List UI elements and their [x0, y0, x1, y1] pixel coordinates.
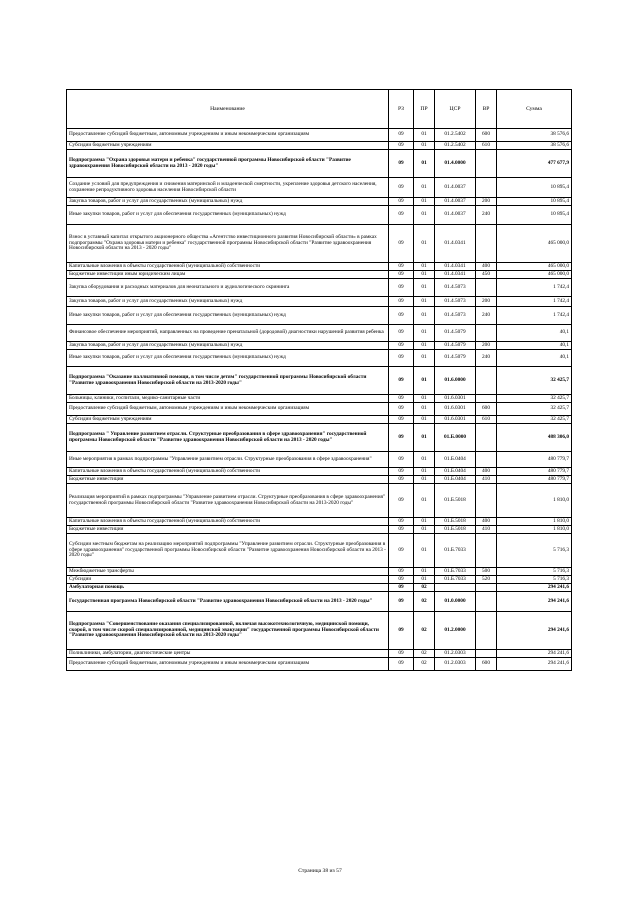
table-row [67, 416, 572, 424]
cell-pr: 01 [414, 468, 435, 476]
cell-csr: 01.Б.0000 [435, 424, 476, 452]
cell-vr [476, 395, 497, 403]
cell-csr [435, 584, 476, 592]
cell-name: Подпрограмма "Совершенствование оказания специализированной, включая высокотехнологичную, медицинской помощи, скорой, в том числе скорой специализированной, медицинской эвакуации" государственной программы Новосибирской области "Развитие здравоохранения Новосибирской области на 2013-2020 годы" [67, 612, 389, 650]
cell-name: Предоставление субсидий бюджетным, автономным учреждениям и иным некоммерческим организациям [67, 403, 389, 416]
cell-sum: 10 895,4 [497, 198, 572, 206]
cell-pr: 01 [414, 395, 435, 403]
cell-pr: 01 [414, 307, 435, 325]
cell-rz: 09 [389, 534, 414, 568]
table-row [67, 576, 572, 584]
cell-csr: 01.2.0303 [435, 658, 476, 671]
cell-pr: 01 [414, 178, 435, 198]
cell-name: Подпрограмма " Управление развитием отрасли. Структурные преобразования в сфере здравоохранения" государственной программы Новосибирской области "Развитие здравоохранения Новосибирской области на 2013 - 2020 годы" [67, 424, 389, 452]
table-row [67, 198, 572, 206]
table-row [67, 658, 572, 671]
cell-sum: 10 895,4 [497, 178, 572, 198]
cell-sum: 38 576,6 [497, 142, 572, 150]
cell-rz: 09 [389, 452, 414, 468]
table-body [67, 129, 572, 671]
cell-vr [476, 178, 497, 198]
cell-vr [476, 584, 497, 592]
cell-name: Бюджетные инвестиции иным юридическим лицам [67, 271, 389, 279]
cell-sum: 40,1 [497, 350, 572, 367]
cell-csr: 01.4.0341 [435, 263, 476, 271]
cell-csr: 01.Б.5018 [435, 526, 476, 534]
cell-pr: 01 [414, 271, 435, 279]
cell-vr [476, 612, 497, 650]
cell-csr: 01.2.0303 [435, 650, 476, 658]
cell-name: Взнос в уставный капитал открытого акционерного общества «Агентство инвестиционного развития Новосибирской области» в рамках подпрограммы "Охрана здоровья матери и ребенка" государственной программы Новосибирской области "Развитие здравоохранения Новосибирской области на 2013 - 2020 годы" [67, 225, 389, 263]
table-row [67, 206, 572, 225]
cell-csr: 01.4.5073 [435, 297, 476, 307]
cell-vr: 400 [476, 468, 497, 476]
table-row [67, 452, 572, 468]
cell-vr: 200 [476, 342, 497, 350]
cell-vr: 240 [476, 307, 497, 325]
cell-sum: 1 742,4 [497, 307, 572, 325]
cell-rz: 09 [389, 342, 414, 350]
cell-csr: 01.4.0341 [435, 271, 476, 279]
cell-name: Субсидии бюджетным учреждениям [67, 142, 389, 150]
table-row [67, 271, 572, 279]
cell-rz: 09 [389, 297, 414, 307]
cell-rz: 09 [389, 650, 414, 658]
cell-csr: 01.4.5079 [435, 350, 476, 367]
table-row [67, 350, 572, 367]
header-rz: РЗ [389, 90, 414, 129]
cell-vr [476, 650, 497, 658]
cell-rz: 09 [389, 424, 414, 452]
cell-csr: 01.4.0341 [435, 225, 476, 263]
cell-vr: 410 [476, 476, 497, 484]
cell-rz: 09 [389, 484, 414, 518]
cell-sum: 480 779,7 [497, 468, 572, 476]
cell-sum: 40,1 [497, 325, 572, 342]
table-row [67, 342, 572, 350]
table-row [67, 518, 572, 526]
cell-name: Капитальные вложения в объекты государственной (муниципальной) собственности [67, 263, 389, 271]
cell-vr: 520 [476, 576, 497, 584]
cell-csr: 01.2.0000 [435, 612, 476, 650]
cell-pr: 01 [414, 526, 435, 534]
cell-rz: 09 [389, 225, 414, 263]
cell-name: Закупка оборудования и расходных материалов для неонатального и аудиологического скрининга [67, 279, 389, 297]
table-row [67, 150, 572, 178]
cell-sum: 1 810,0 [497, 518, 572, 526]
cell-name: Государственная программа Новосибирской области "Развитие здравоохранения Новосибирской области на 2013 - 2020 годы" [67, 592, 389, 612]
cell-sum: 5 716,3 [497, 534, 572, 568]
cell-csr: 01.4.0037 [435, 178, 476, 198]
cell-rz: 09 [389, 325, 414, 342]
cell-sum: 32 425,7 [497, 416, 572, 424]
cell-pr: 01 [414, 403, 435, 416]
cell-pr: 01 [414, 129, 435, 142]
table-row [67, 325, 572, 342]
table-row [67, 307, 572, 325]
cell-pr: 01 [414, 518, 435, 526]
budget-table [66, 89, 572, 671]
cell-sum: 480 779,7 [497, 476, 572, 484]
cell-pr: 02 [414, 584, 435, 592]
table-row [67, 592, 572, 612]
cell-pr: 01 [414, 568, 435, 576]
table-row [67, 468, 572, 476]
cell-csr: 01.Б.0404 [435, 452, 476, 468]
cell-vr [476, 150, 497, 178]
cell-csr: 01.4.5079 [435, 325, 476, 342]
cell-pr: 01 [414, 142, 435, 150]
cell-rz: 09 [389, 178, 414, 198]
cell-csr: 01.6.0301 [435, 395, 476, 403]
cell-sum: 40,1 [497, 342, 572, 350]
cell-pr: 01 [414, 534, 435, 568]
header-csr: ЦСР [435, 90, 476, 129]
cell-csr: 01.Б.7033 [435, 576, 476, 584]
cell-pr: 02 [414, 592, 435, 612]
table-row [67, 297, 572, 307]
cell-rz: 09 [389, 584, 414, 592]
cell-vr: 400 [476, 263, 497, 271]
cell-name: Закупка товаров, работ и услуг для государственных (муниципальных) нужд [67, 198, 389, 206]
cell-vr: 610 [476, 416, 497, 424]
cell-csr: 01.2.5402 [435, 129, 476, 142]
cell-rz: 09 [389, 150, 414, 178]
cell-sum: 480 779,7 [497, 452, 572, 468]
cell-rz: 09 [389, 367, 414, 395]
cell-vr: 200 [476, 198, 497, 206]
cell-name: Предоставление субсидий бюджетным, автономным учреждениям и иным некоммерческим организациям [67, 129, 389, 142]
cell-sum: 477 677,9 [497, 150, 572, 178]
table-row [67, 225, 572, 263]
cell-pr: 01 [414, 198, 435, 206]
cell-pr: 01 [414, 342, 435, 350]
cell-vr [476, 325, 497, 342]
table-row [67, 279, 572, 297]
cell-rz: 09 [389, 416, 414, 424]
cell-vr [476, 452, 497, 468]
cell-name: Финансовое обеспечение мероприятий, направленных на проведение пренатальной (дородовой) диагностики нарушений развития ребенка [67, 325, 389, 342]
cell-name: Амбулаторная помощь [67, 584, 389, 592]
cell-sum: 38 576,6 [497, 129, 572, 142]
cell-vr: 240 [476, 350, 497, 367]
cell-pr: 01 [414, 452, 435, 468]
cell-vr [476, 534, 497, 568]
cell-rz: 09 [389, 568, 414, 576]
cell-pr: 01 [414, 297, 435, 307]
cell-sum: 5 716,3 [497, 568, 572, 576]
cell-name: Иные мероприятия в рамках подпрограммы "Управление развитием отрасли. Структурные преобразования в сфере здравоохранения" [67, 452, 389, 468]
cell-pr: 01 [414, 350, 435, 367]
cell-name: Предоставление субсидий бюджетным, автономным учреждениям и иным некоммерческим организациям [67, 658, 389, 671]
cell-csr: 01.Б.0404 [435, 476, 476, 484]
cell-rz: 09 [389, 198, 414, 206]
header-name: Наименование [67, 90, 389, 129]
cell-name: Бюджетные инвестиции [67, 476, 389, 484]
cell-sum: 32 425,7 [497, 367, 572, 395]
cell-sum: 5 716,3 [497, 576, 572, 584]
cell-csr: 01.Б.0404 [435, 468, 476, 476]
table-row [67, 534, 572, 568]
cell-sum: 294 241,6 [497, 650, 572, 658]
cell-vr: 400 [476, 518, 497, 526]
cell-sum: 1 810,0 [497, 484, 572, 518]
cell-rz: 09 [389, 307, 414, 325]
cell-vr [476, 225, 497, 263]
cell-name: Подпрограмма "Оказание паллиативной помощи, в том числе детям" государственной программы Новосибирской области "Развитие здравоохранения Новосибирской области на 2013-2020 годы" [67, 367, 389, 395]
cell-rz: 09 [389, 206, 414, 225]
table-row [67, 424, 572, 452]
cell-sum: 465 000,0 [497, 225, 572, 263]
cell-pr: 01 [414, 206, 435, 225]
cell-csr: 01.4.0000 [435, 150, 476, 178]
cell-sum: 465 000,0 [497, 271, 572, 279]
cell-pr: 01 [414, 484, 435, 518]
cell-rz: 09 [389, 526, 414, 534]
cell-csr: 01.4.5073 [435, 279, 476, 297]
cell-name: Иные закупки товаров, работ и услуг для обеспечения государственных (муниципальных) нужд [67, 350, 389, 367]
cell-name: Закупка товаров, работ и услуг для государственных (муниципальных) нужд [67, 297, 389, 307]
cell-pr: 02 [414, 612, 435, 650]
cell-vr: 600 [476, 658, 497, 671]
cell-csr: 01.4.0037 [435, 198, 476, 206]
cell-name: Закупка товаров, работ и услуг для государственных (муниципальных) нужд [67, 342, 389, 350]
cell-vr: 200 [476, 297, 497, 307]
cell-csr: 01.Б.5018 [435, 484, 476, 518]
cell-name: Подпрограмма "Охрана здоровья матери и ребенка" государственной программы Новосибирской области "Развитие здравоохранения Новосибирской области на 2013 - 2020 годы" [67, 150, 389, 178]
cell-sum: 294 241,6 [497, 592, 572, 612]
cell-vr [476, 424, 497, 452]
cell-csr: 01.4.5073 [435, 307, 476, 325]
table-row [67, 650, 572, 658]
table-row [67, 526, 572, 534]
cell-pr: 02 [414, 658, 435, 671]
cell-vr [476, 367, 497, 395]
cell-sum: 1 742,4 [497, 297, 572, 307]
cell-rz: 09 [389, 142, 414, 150]
cell-name: Больницы, клиники, госпитали, медико-санитарные части [67, 395, 389, 403]
cell-csr: 01.6.0000 [435, 367, 476, 395]
cell-sum: 32 425,7 [497, 395, 572, 403]
cell-pr: 01 [414, 225, 435, 263]
cell-vr: 500 [476, 568, 497, 576]
cell-csr: 01.4.0037 [435, 206, 476, 225]
table-row [67, 612, 572, 650]
cell-rz: 09 [389, 279, 414, 297]
cell-rz: 09 [389, 395, 414, 403]
cell-vr: 600 [476, 403, 497, 416]
cell-csr: 01.6.0301 [435, 416, 476, 424]
cell-vr: 600 [476, 129, 497, 142]
cell-sum: 32 425,7 [497, 403, 572, 416]
cell-csr: 01.0.0000 [435, 592, 476, 612]
cell-name: Капитальные вложения в объекты государственной (муниципальной) собственности [67, 518, 389, 526]
cell-vr [476, 279, 497, 297]
cell-vr [476, 592, 497, 612]
cell-name: Капитальные вложения в объекты государственной (муниципальной) собственности [67, 468, 389, 476]
cell-pr: 01 [414, 424, 435, 452]
cell-sum: 465 000,0 [497, 263, 572, 271]
table-row [67, 367, 572, 395]
cell-rz: 09 [389, 263, 414, 271]
cell-name: Иные закупки товаров, работ и услуг для обеспечения государственных (муниципальных) нужд [67, 206, 389, 225]
cell-pr: 01 [414, 263, 435, 271]
cell-rz: 09 [389, 468, 414, 476]
cell-sum: 294 241,6 [497, 584, 572, 592]
cell-pr: 01 [414, 367, 435, 395]
table-header-row [67, 90, 572, 129]
page-number: Страница 38 из 57 [298, 868, 342, 874]
table-row [67, 395, 572, 403]
cell-rz: 09 [389, 658, 414, 671]
table-row [67, 129, 572, 142]
cell-pr: 01 [414, 279, 435, 297]
cell-sum: 294 241,6 [497, 612, 572, 650]
cell-name: Реализация мероприятий в рамках подпрограммы "Управление развитием отрасли. Структурные преобразования в сфере здравоохранения" государственной программы Новосибирской области "Развитие здравоохранения Новосибирской области на 2013-2020 годы" [67, 484, 389, 518]
cell-vr [476, 484, 497, 518]
cell-name: Иные закупки товаров, работ и услуг для обеспечения государственных (муниципальных) нужд [67, 307, 389, 325]
cell-name: Бюджетные инвестиции [67, 526, 389, 534]
cell-csr: 01.6.0301 [435, 403, 476, 416]
cell-pr: 02 [414, 650, 435, 658]
table-row [67, 178, 572, 198]
cell-rz: 09 [389, 271, 414, 279]
table-row [67, 403, 572, 416]
cell-csr: 01.4.5079 [435, 342, 476, 350]
cell-pr: 01 [414, 576, 435, 584]
header-pr: ПР [414, 90, 435, 129]
cell-pr: 01 [414, 416, 435, 424]
cell-name: Межбюджетные трансферты [67, 568, 389, 576]
table-row [67, 263, 572, 271]
cell-pr: 01 [414, 325, 435, 342]
cell-vr: 240 [476, 206, 497, 225]
cell-sum: 1 810,0 [497, 526, 572, 534]
cell-csr: 01.2.5402 [435, 142, 476, 150]
cell-sum: 294 241,6 [497, 658, 572, 671]
table-row [67, 568, 572, 576]
cell-csr: 01.Б.7033 [435, 534, 476, 568]
cell-csr: 01.Б.7033 [435, 568, 476, 576]
cell-rz: 09 [389, 576, 414, 584]
cell-name: Создание условий для предупреждения и снижения материнской и младенческой смертности, укрепление здоровья детского населения, сохранение репродуктивного здоровья населения Новосибирской области [67, 178, 389, 198]
header-sum: Сумма [497, 90, 572, 129]
cell-rz: 09 [389, 476, 414, 484]
cell-name: Субсидии бюджетным учреждениям [67, 416, 389, 424]
cell-rz: 09 [389, 350, 414, 367]
cell-rz: 09 [389, 592, 414, 612]
cell-pr: 01 [414, 150, 435, 178]
cell-name: Поликлиники, амбулатории, диагностические центры [67, 650, 389, 658]
cell-name: Субсидии местным бюджетам на реализацию мероприятий подпрограммы "Управление развитием отрасли. Структурные преобразования в сфере здравоохранения" государственной программы Новосибирской области "Развитие здравоохранения Новосибирской области на 2013 - 2020 годы" [67, 534, 389, 568]
cell-rz: 09 [389, 129, 414, 142]
cell-rz: 09 [389, 518, 414, 526]
cell-sum: 1 742,4 [497, 279, 572, 297]
table-row [67, 476, 572, 484]
cell-pr: 01 [414, 476, 435, 484]
cell-csr: 01.Б.5018 [435, 518, 476, 526]
cell-vr: 450 [476, 271, 497, 279]
cell-vr: 410 [476, 526, 497, 534]
table-row [67, 584, 572, 592]
cell-sum: 10 895,4 [497, 206, 572, 225]
cell-sum: 488 306,0 [497, 424, 572, 452]
cell-name: Субсидии [67, 576, 389, 584]
cell-rz: 09 [389, 612, 414, 650]
cell-vr: 610 [476, 142, 497, 150]
cell-rz: 09 [389, 403, 414, 416]
table-row [67, 142, 572, 150]
table-row [67, 484, 572, 518]
header-vr: ВР [476, 90, 497, 129]
